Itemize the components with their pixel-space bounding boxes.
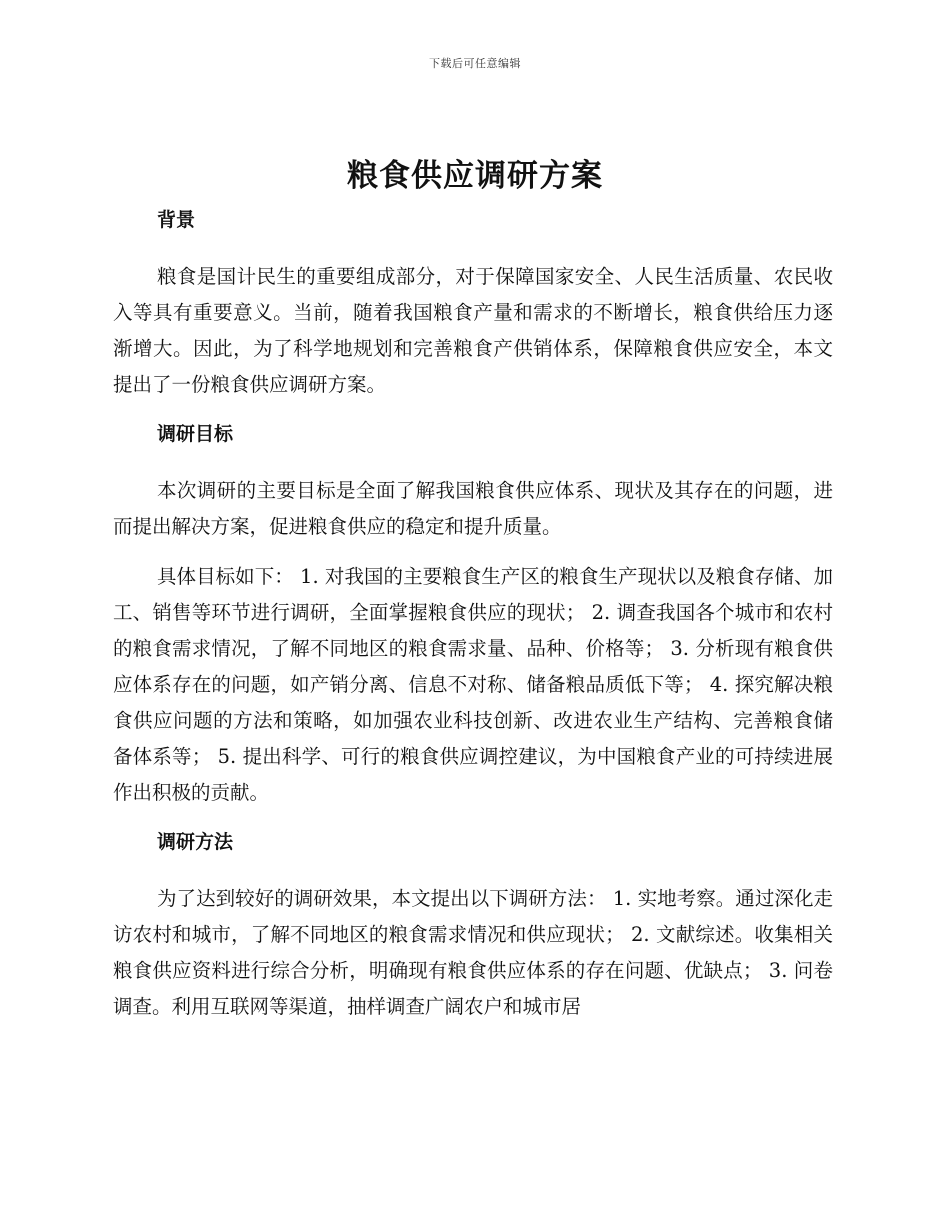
goals-paragraph-1: 本次调研的主要目标是全面了解我国粮食供应体系、现状及其存在的问题，进而提出解决方案，促进粮食供应的稳定和提升质量。 (113, 479, 833, 538)
header-note: 下载后可任意编辑 (429, 57, 521, 70)
document-body (113, 205, 833, 1025)
goals-paragraph-2: 具体目标如下： 1. 对我国的主要粮食生产区的粮食生产现状以及粮食存储、加工、销售等环节进行调研，全面掌握粮食供应的现状； 2. 调查我国各个城市和农村的粮食需求情况，了解不同地区的粮食需求量、品种、价格等； 3. 分析现有粮食供应体系存在的问题，如产销分离、信息不对称、储备粮品质低下等； 4. 探究解决粮食供应问题的方法和策略，如加强农业科技创新、改进农业生产结构、完善粮食储备体系等； 5. 提出科学、可行的粮食供应调控建议，为中国粮食产业的可持续进展作出积极的贡献。 (113, 565, 833, 804)
section-heading-methods: 调研方法 (157, 831, 234, 853)
document-title: 粮食供应调研方案 (347, 158, 603, 194)
background-paragraph: 粮食是国计民生的重要组成部分，对于保障国家安全、人民生活质量、农民收入等具有重要意义。当前，随着我国粮食产量和需求的不断增长，粮食供给压力逐渐增大。因此，为了科学地规划和完善粮食产供销体系，保障粮食供应安全，本文提出了一份粮食供应调研方案。 (113, 265, 833, 396)
section-heading-background: 背景 (157, 209, 196, 231)
methods-paragraph: 为了达到较好的调研效果，本文提出以下调研方法： 1. 实地考察。通过深化走访农村和城市，了解不同地区的粮食需求情况和供应现状； 2. 文献综述。收集相关粮食供应资料进行综合分析，明确现有粮食供应体系的存在问题、优缺点； 3. 问卷调查。利用互联网等渠道，抽样调查广阔农户和城市居 (113, 887, 833, 1018)
section-heading-goals: 调研目标 (157, 423, 234, 445)
